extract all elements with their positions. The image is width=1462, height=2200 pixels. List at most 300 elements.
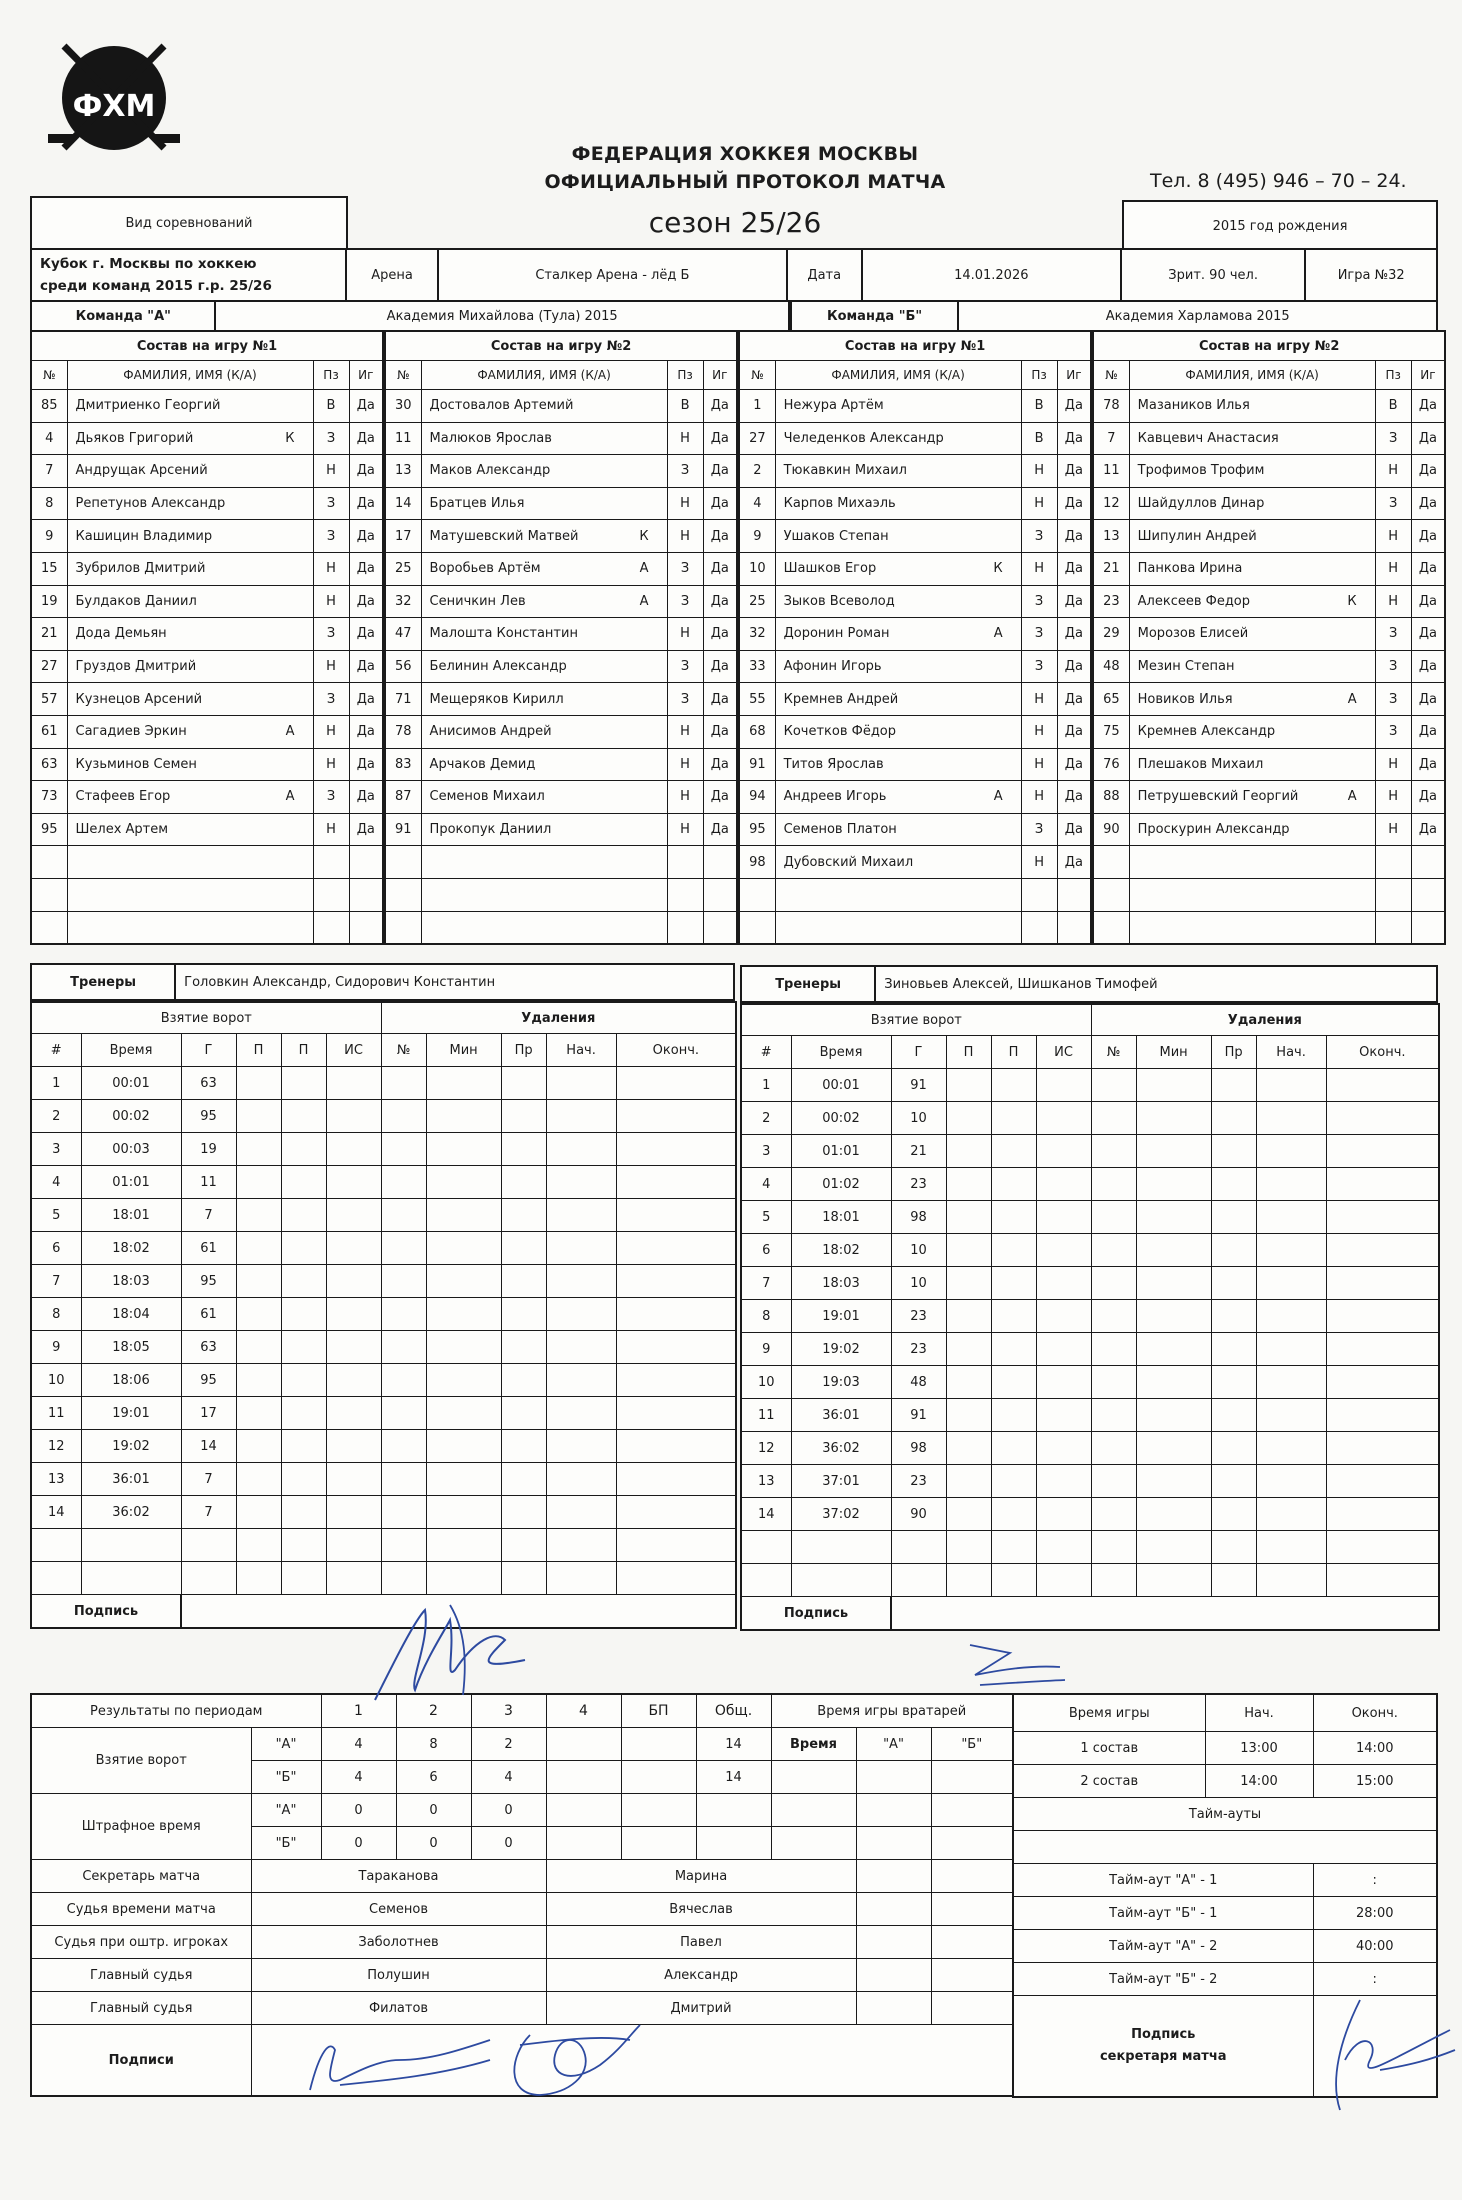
player-row xyxy=(31,422,383,455)
goal-scorer: 61 xyxy=(181,1298,236,1331)
goalie-time-label: Время xyxy=(771,1728,856,1761)
empty-cell xyxy=(703,846,737,879)
player-name xyxy=(67,455,313,488)
player-position: З xyxy=(313,487,349,520)
period-value: 0 xyxy=(321,1794,396,1827)
player-name-text: Стафеев Егор xyxy=(75,789,171,805)
empty-cell xyxy=(281,1529,326,1562)
empty-cell xyxy=(991,1366,1036,1399)
period-value xyxy=(546,1827,621,1860)
player-played: Да xyxy=(1411,618,1445,651)
player-row xyxy=(1093,618,1445,651)
empty-cell xyxy=(1091,1069,1136,1102)
player-name-text: Кремнев Александр xyxy=(1137,724,1276,740)
empty-cell xyxy=(426,1265,501,1298)
player-row xyxy=(739,650,1091,683)
lineup-label: 1 состав xyxy=(1013,1732,1205,1765)
empty-cell xyxy=(856,1926,931,1959)
player-name-text: Кремнев Андрей xyxy=(783,691,899,707)
empty-cell xyxy=(1211,1498,1256,1531)
empty-cell xyxy=(313,846,349,879)
player-position: Н xyxy=(1021,455,1057,488)
season: сезон 25/26 xyxy=(648,206,822,239)
events-title-row xyxy=(741,1004,1439,1036)
player-played: Да xyxy=(1411,683,1445,716)
player-number: 78 xyxy=(385,715,421,748)
empty-cell xyxy=(281,1199,326,1232)
player-name-text: Репетунов Александр xyxy=(75,496,226,512)
player-row xyxy=(31,715,383,748)
player-name xyxy=(67,422,313,455)
empty-cell xyxy=(426,1298,501,1331)
goal-column-header: П xyxy=(281,1034,326,1067)
player-name xyxy=(67,650,313,683)
player-row xyxy=(385,683,737,716)
empty-cell xyxy=(946,1300,991,1333)
goal-row xyxy=(31,1133,736,1166)
player-played: Да xyxy=(1411,585,1445,618)
empty-cell xyxy=(1136,1366,1211,1399)
events-header-row xyxy=(31,1034,736,1067)
player-row xyxy=(739,422,1091,455)
player-row xyxy=(31,846,383,879)
empty-cell xyxy=(991,1564,1036,1597)
empty-cell xyxy=(1036,1432,1091,1465)
goal-row xyxy=(31,1496,736,1529)
empty-cell xyxy=(236,1364,281,1397)
empty-cell xyxy=(891,1531,946,1564)
empty-cell xyxy=(1326,1432,1439,1465)
timeout-label: Тайм-аут "Б" - 2 xyxy=(1013,1963,1313,1996)
empty-cell xyxy=(326,1298,381,1331)
goal-scorer: 95 xyxy=(181,1364,236,1397)
empty-cell xyxy=(856,1794,931,1827)
roster-title-row xyxy=(385,331,737,361)
period-value: 14 xyxy=(696,1728,771,1761)
player-played: Да xyxy=(349,650,383,683)
player-number: 85 xyxy=(31,390,67,423)
empty-cell xyxy=(1256,1102,1326,1135)
column-header-played: Иг xyxy=(703,361,737,390)
empty-cell xyxy=(81,1529,181,1562)
player-row xyxy=(31,683,383,716)
empty-cell xyxy=(426,1331,501,1364)
column-header-no: № xyxy=(1093,361,1129,390)
goal-number: 8 xyxy=(31,1298,81,1331)
empty-cell xyxy=(236,1430,281,1463)
empty-cell xyxy=(931,1959,1013,1992)
player-played: Да xyxy=(1057,487,1091,520)
empty-cell xyxy=(381,1397,426,1430)
signatures-label: Подписи xyxy=(31,2025,251,2097)
empty-cell xyxy=(501,1562,546,1595)
player-position: В xyxy=(1021,422,1057,455)
player-name-text: Ушаков Степан xyxy=(783,528,889,544)
empty-cell xyxy=(616,1166,736,1199)
empty-cell xyxy=(1326,1366,1439,1399)
empty-cell xyxy=(546,1463,616,1496)
goal-time: 19:03 xyxy=(791,1366,891,1399)
player-played: Да xyxy=(703,390,737,423)
goal-number: 11 xyxy=(31,1397,81,1430)
player-name-text: Воробьев Артём xyxy=(429,561,541,577)
goal-row xyxy=(741,1069,1439,1102)
team-b-coaches-label: Тренеры xyxy=(742,967,876,1001)
game-time-row xyxy=(1013,1765,1437,1798)
penalty-column-header: № xyxy=(381,1034,426,1067)
player-name xyxy=(421,618,667,651)
player-number: 90 xyxy=(1093,813,1129,846)
player-name xyxy=(67,683,313,716)
empty-cell xyxy=(1211,1135,1256,1168)
empty-cell xyxy=(385,846,421,879)
empty-cell xyxy=(426,1166,501,1199)
goal-row xyxy=(741,1498,1439,1531)
official-row xyxy=(31,1992,1013,2025)
player-row xyxy=(739,487,1091,520)
signature-field xyxy=(891,1597,1439,1631)
empty-cell xyxy=(1057,911,1091,944)
empty-cell xyxy=(426,1100,501,1133)
empty-cell xyxy=(501,1463,546,1496)
game-time-title: Время игры xyxy=(1013,1694,1205,1732)
player-name-text: Матушевский Матвей xyxy=(429,528,579,544)
empty-cell xyxy=(991,1333,1036,1366)
player-row xyxy=(1093,585,1445,618)
player-position: Н xyxy=(313,715,349,748)
goal-number: 9 xyxy=(31,1331,81,1364)
player-row xyxy=(739,748,1091,781)
empty-cell xyxy=(281,1265,326,1298)
empty-cell xyxy=(1057,878,1091,911)
empty-cell xyxy=(856,1893,931,1926)
player-name-text: Челеденков Александр xyxy=(783,430,944,446)
empty-cell xyxy=(946,1267,991,1300)
player-name-text: Карпов Михаэль xyxy=(783,496,896,512)
official-surname: Филатов xyxy=(251,1992,546,2025)
player-number: 94 xyxy=(739,781,775,814)
player-position: В xyxy=(1375,390,1411,423)
official-role: Судья при оштр. игроках xyxy=(31,1926,251,1959)
empty-cell xyxy=(1091,1531,1136,1564)
team-label: "Б" xyxy=(251,1761,321,1794)
timeout-value: : xyxy=(1313,1864,1437,1897)
goal-row xyxy=(31,1232,736,1265)
column-header-name: ФАМИЛИЯ, ИМЯ (К/А) xyxy=(775,361,1021,390)
empty-cell xyxy=(236,1067,281,1100)
team-a-coaches: Головкин Александр, Сидорович Константин xyxy=(184,974,496,990)
empty-cell xyxy=(546,1067,616,1100)
empty-cell xyxy=(1256,1432,1326,1465)
player-row xyxy=(31,781,383,814)
player-number: 76 xyxy=(1093,748,1129,781)
empty-cell xyxy=(426,1199,501,1232)
timeouts-blank xyxy=(1013,1831,1437,1864)
events-title-row xyxy=(31,1002,736,1034)
empty-cell xyxy=(546,1562,616,1595)
empty-cell xyxy=(281,1562,326,1595)
player-role: А xyxy=(1347,691,1357,707)
player-number: 87 xyxy=(385,781,421,814)
goal-row xyxy=(741,1135,1439,1168)
empty-cell xyxy=(1036,1465,1091,1498)
empty-cell xyxy=(1256,1267,1326,1300)
empty-cell xyxy=(426,1529,501,1562)
player-position: Н xyxy=(1021,846,1057,879)
player-number: 12 xyxy=(1093,487,1129,520)
empty-cell xyxy=(381,1529,426,1562)
empty-cell xyxy=(775,911,1021,944)
empty-cell xyxy=(1091,1267,1136,1300)
player-position: Н xyxy=(1375,455,1411,488)
goal-number: 2 xyxy=(31,1100,81,1133)
player-row xyxy=(739,390,1091,423)
player-played: Да xyxy=(1057,390,1091,423)
goal-time: 00:01 xyxy=(791,1069,891,1102)
empty-cell xyxy=(1326,1234,1439,1267)
period-column: Общ. xyxy=(696,1694,771,1728)
empty-cell xyxy=(741,1564,791,1597)
empty-cell xyxy=(1375,846,1411,879)
empty-cell xyxy=(326,1529,381,1562)
goals-title: Взятие ворот xyxy=(31,1002,381,1034)
player-row xyxy=(385,552,737,585)
empty-cell xyxy=(421,878,667,911)
player-name xyxy=(1129,748,1375,781)
player-name xyxy=(775,846,1021,879)
player-row xyxy=(385,390,737,423)
goal-row xyxy=(31,1067,736,1100)
player-name xyxy=(421,650,667,683)
empty-cell xyxy=(326,1331,381,1364)
empty-cell xyxy=(501,1331,546,1364)
player-row xyxy=(1093,911,1445,944)
empty-cell xyxy=(616,1364,736,1397)
player-row xyxy=(1093,650,1445,683)
team-b-label: Команда "Б" xyxy=(790,302,960,330)
player-role: А xyxy=(993,626,1003,642)
goal-number: 10 xyxy=(741,1366,791,1399)
goal-scorer: 7 xyxy=(181,1199,236,1232)
player-role: А xyxy=(285,724,295,740)
empty-cell xyxy=(1326,1135,1439,1168)
empty-cell xyxy=(349,846,383,879)
player-played: Да xyxy=(703,585,737,618)
goal-scorer: 7 xyxy=(181,1496,236,1529)
goal-scorer: 48 xyxy=(891,1366,946,1399)
player-number: 19 xyxy=(31,585,67,618)
player-name xyxy=(775,552,1021,585)
empty-cell xyxy=(856,1860,931,1893)
empty-cell xyxy=(1136,1069,1211,1102)
empty-cell xyxy=(501,1397,546,1430)
goal-row xyxy=(31,1298,736,1331)
empty-cell xyxy=(501,1496,546,1529)
player-played: Да xyxy=(349,422,383,455)
goal-row xyxy=(31,1463,736,1496)
empty-cell xyxy=(381,1067,426,1100)
player-name xyxy=(1129,781,1375,814)
goal-scorer: 7 xyxy=(181,1463,236,1496)
player-number: 71 xyxy=(385,683,421,716)
player-played: Да xyxy=(349,487,383,520)
player-position: З xyxy=(313,520,349,553)
official-surname: Заболотнев xyxy=(251,1926,546,1959)
official-surname: Тараканова xyxy=(251,1860,546,1893)
roster-team-a-game-2 xyxy=(384,330,738,945)
player-name xyxy=(1129,487,1375,520)
empty-cell xyxy=(991,1432,1036,1465)
signatures-row xyxy=(31,2025,1013,2097)
empty-cell xyxy=(326,1166,381,1199)
player-played: Да xyxy=(703,618,737,651)
empty-cell xyxy=(1091,1366,1136,1399)
empty-cell xyxy=(501,1298,546,1331)
results-title: Результаты по периодам xyxy=(31,1694,321,1728)
empty-cell xyxy=(281,1364,326,1397)
competition-line2: среди команд 2015 г.р. 25/26 xyxy=(40,278,272,294)
goal-row xyxy=(31,1331,736,1364)
goal-scorer: 10 xyxy=(891,1234,946,1267)
signature-row xyxy=(741,1597,1439,1631)
team-a-coaches-label: Тренеры xyxy=(32,965,176,999)
empty-cell xyxy=(1256,1531,1326,1564)
column-header-played: Иг xyxy=(1411,361,1445,390)
empty-cell xyxy=(1136,1234,1211,1267)
secretary-signature-field xyxy=(1313,1996,1437,2098)
player-played: Да xyxy=(703,683,737,716)
goal-number: 8 xyxy=(741,1300,791,1333)
player-number: 32 xyxy=(385,585,421,618)
empty-cell xyxy=(67,878,313,911)
competition-type-label: Вид соревнований xyxy=(125,215,253,231)
arena-label: Арена xyxy=(347,250,439,300)
player-row xyxy=(385,781,737,814)
empty-cell xyxy=(326,1463,381,1496)
goal-column-header: ИС xyxy=(326,1034,381,1067)
empty-cell xyxy=(1136,1267,1211,1300)
team-label: "А" xyxy=(251,1728,321,1761)
empty-cell xyxy=(426,1496,501,1529)
player-name xyxy=(1129,813,1375,846)
player-name-text: Арчаков Демид xyxy=(429,756,536,772)
empty-cell xyxy=(281,1133,326,1166)
penalty-column-header: № xyxy=(1091,1036,1136,1069)
results-row-label: Взятие ворот xyxy=(31,1728,251,1794)
empty-cell xyxy=(326,1133,381,1166)
goals-title: Взятие ворот xyxy=(741,1004,1091,1036)
column-header-pos: Пз xyxy=(1375,361,1411,390)
empty-cell xyxy=(1326,1531,1439,1564)
empty-cell xyxy=(891,1564,946,1597)
timeout-row xyxy=(1013,1963,1437,1996)
player-position: Н xyxy=(667,520,703,553)
player-row xyxy=(31,911,383,944)
empty-cell xyxy=(946,1564,991,1597)
empty-cell xyxy=(1326,1300,1439,1333)
period-value: 0 xyxy=(471,1827,546,1860)
period-value: 0 xyxy=(396,1827,471,1860)
empty-cell xyxy=(1256,1168,1326,1201)
goal-number: 7 xyxy=(741,1267,791,1300)
player-row xyxy=(1093,422,1445,455)
empty-cell xyxy=(426,1067,501,1100)
empty-cell xyxy=(31,846,67,879)
player-played: Да xyxy=(349,813,383,846)
player-name-text: Кузнецов Арсений xyxy=(75,691,203,707)
player-name-text: Семенов Михаил xyxy=(429,789,545,805)
empty-cell xyxy=(667,846,703,879)
player-row xyxy=(1093,487,1445,520)
empty-cell xyxy=(426,1463,501,1496)
empty-cell xyxy=(546,1133,616,1166)
empty-cell xyxy=(501,1067,546,1100)
player-row xyxy=(385,455,737,488)
empty-cell xyxy=(1091,1498,1136,1531)
goal-time: 00:03 xyxy=(81,1133,181,1166)
player-played: Да xyxy=(1411,715,1445,748)
player-position: З xyxy=(667,650,703,683)
goal-row xyxy=(741,1399,1439,1432)
player-row xyxy=(31,487,383,520)
empty-cell xyxy=(1136,1432,1211,1465)
player-row xyxy=(385,715,737,748)
empty-cell xyxy=(181,1529,236,1562)
empty-cell xyxy=(1326,1498,1439,1531)
player-name-text: Титов Ярослав xyxy=(783,756,884,772)
empty-cell xyxy=(281,1430,326,1463)
goal-row xyxy=(31,1430,736,1463)
empty-cell xyxy=(385,878,421,911)
game-number: Игра №32 xyxy=(1337,267,1405,283)
player-name xyxy=(67,618,313,651)
empty-cell xyxy=(1256,1234,1326,1267)
results-table xyxy=(30,1693,1014,2097)
player-played: Да xyxy=(349,390,383,423)
events-header-row xyxy=(741,1036,1439,1069)
empty-cell xyxy=(991,1234,1036,1267)
empty-cell xyxy=(1326,1564,1439,1597)
player-name xyxy=(775,715,1021,748)
empty-cell xyxy=(1256,1069,1326,1102)
goal-row xyxy=(31,1199,736,1232)
empty-cell xyxy=(1326,1168,1439,1201)
empty-cell xyxy=(739,911,775,944)
empty-cell xyxy=(281,1067,326,1100)
empty-cell xyxy=(1256,1399,1326,1432)
player-number: 88 xyxy=(1093,781,1129,814)
player-played: Да xyxy=(349,520,383,553)
player-row xyxy=(385,748,737,781)
player-name xyxy=(1129,552,1375,585)
timeout-label: Тайм-аут "Б" - 1 xyxy=(1013,1897,1313,1930)
empty-cell xyxy=(1256,1465,1326,1498)
player-name xyxy=(67,520,313,553)
empty-cell xyxy=(1136,1498,1211,1531)
player-position: З xyxy=(667,552,703,585)
empty-cell xyxy=(703,911,737,944)
player-name-text: Тюкавкин Михаил xyxy=(783,463,907,479)
svg-text:ФХМ: ФХМ xyxy=(72,89,156,124)
game-time-header xyxy=(1013,1694,1437,1732)
empty-cell xyxy=(1136,1564,1211,1597)
player-name-text: Доронин Роман xyxy=(783,626,890,642)
player-played: Да xyxy=(1411,390,1445,423)
events-table xyxy=(30,1001,737,1629)
goal-scorer: 10 xyxy=(891,1102,946,1135)
goal-number: 6 xyxy=(31,1232,81,1265)
empty-cell xyxy=(1091,1168,1136,1201)
